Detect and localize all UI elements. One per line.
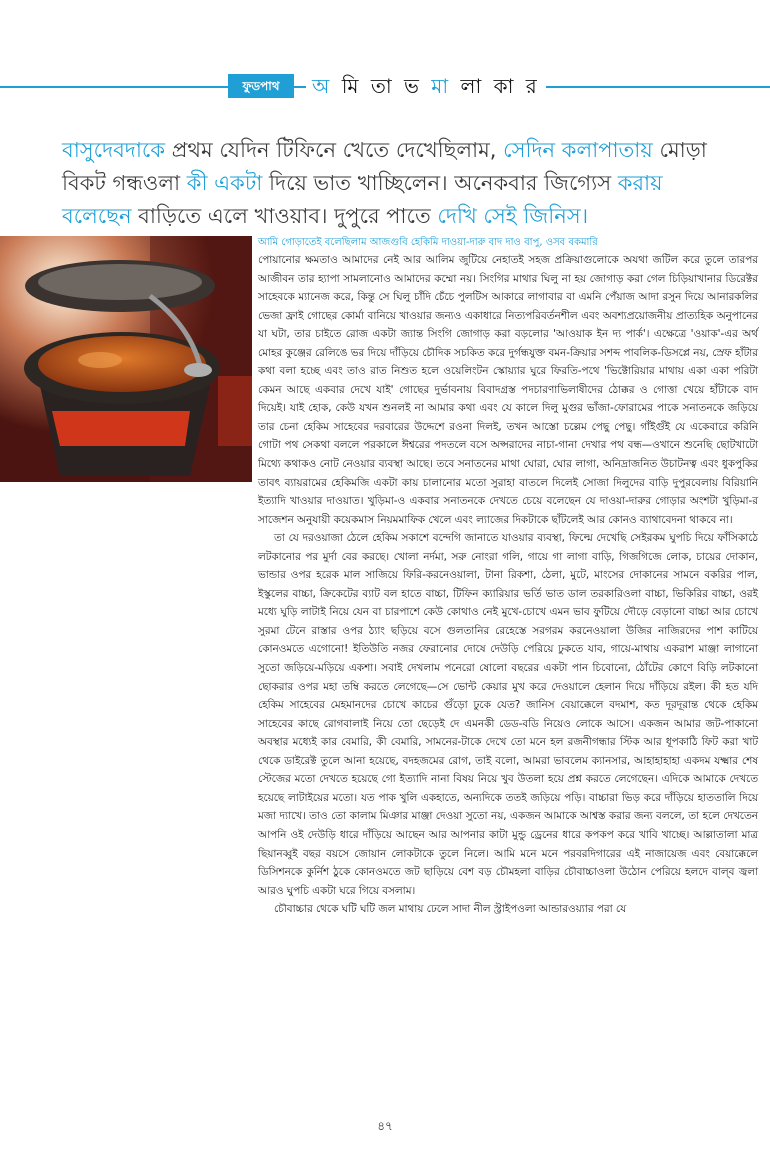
- pull-quote-highlight: কী একটা: [186, 171, 263, 195]
- author-name: [306, 72, 546, 105]
- pull-quote-highlight: করায় বলেছেন: [62, 171, 663, 228]
- pull-quote-text: প্রথম যেদিন টিফিনে খেতে দেখেছিলাম,: [165, 138, 504, 162]
- food-photo: [0, 236, 252, 482]
- author-part-end: লা কা র: [451, 74, 540, 98]
- paragraph: চৌবাচ্চার থেকে ঘটি ঘটি জল মাথায় ঢেলে সাদা নীল স্ট্রাইপওলা আন্ডারওয়্যার পরা যে: [274, 903, 627, 916]
- section-tag: ফুডপাথ: [228, 74, 294, 98]
- pull-quote-text: দিয়ে ভাত খাচ্ছিলেন। অনেকবার জিগ্যেস: [262, 171, 618, 195]
- pull-quote-highlight: সেদিন কলাপাতায়: [503, 138, 653, 162]
- pull-quote-text: মোড়া বিকট গন্ধওলা: [62, 138, 707, 195]
- pull-quote-text: বাড়িতে এলে খাওয়াব। দুপুরে পাতে: [131, 204, 438, 228]
- paragraph: তা যে দরওয়াজা ঠেলে হেকিম সকাশে বন্দেগি জানাতে যাওয়ার ব্যবস্থা, ফিল্মে দেখেছি সেইরকম ঘুপচি দিয়ে ফাঁসিকাঠে লটকানোর পর মুর্দা বের করছে। খোলা নর্দমা, সরু নোংরা গলি, গায়ে গা লাগা বাড়ি, গিজগিজে লোক, চায়ের দোকান, ভান্ডার ওপর হরেক মাল সাজিয়ে ফিরি-করনেওয়ালা, টানা রিকশা, ঠেলা, মুটে, মাংসের দোকানের সামনে বকরির পাল, ইস্কুলের বাচ্চা, ক্রিকেটের ব্যাট বল হাতে বাচ্চা, টিফিন ক্যারিয়ার ভর্তি ভাত ডাল তরকারিওলা বাচ্চা, ভিকিরির বাচ্চা, ওরই মধ্যে ঘুড়ি লাটাই নিয়ে যেন বা চারপাশে কেউ কোথাও নেই মুখে-চোখে এমন ভাব ফুটিয়ে দৌড়ে বেড়ানো বাচ্চা আর চোখে সুরমা টেনে রাস্তার ওপর ঠ্যাং ছড়িয়ে বসে গুলতানির রেহেস্তে সরগরম করনেওয়ালা উজির নাজিরদের পাশ কাটিয়ে কোনওমতে এগোনো! ইতিউতি নজর ফেরানোর দোষে দেউড়ি পেরিয়ে ঢুকতে যাব, গায়ে-মাথায় একরাশ মাঞ্জা লাগানো সুতো জড়িয়ে-মড়িয়ে একশা। সবাই দেখলাম পনেরো ষোলো বছরের একটা পান চিবোনো, ঠোঁটের কোণে বিড়ি লটকানো ছোকরার ওপর মহা তম্বি করতে লেগেছে—সে ভোন্ট কেয়ার মুখ করে দেওয়ালে হেলান দিয়ে দাঁড়িয়ে রইল। কী হত যদি হেকিম সাহেবের মেহমানদের চোখে কাচের গুঁড়ো ঢুকে যেত? জানিস বেয়াক্কেলে বদমাশ, কত দূরদূরান্ত থেকে হেকিম সাহেবের কাছে রোগবালাই নিয়ে তো ছেড়েই দে এমনকী ডেড-বডি নিয়েও লোকে আসে। একজন আমার জট-পাকানো অবস্থার মধ্যেই কার বেমারি, কী বেমারি, সামনের-টাকে দেখে তো মনে হল রজনীগন্ধার স্টিক আর ধূপকাঠি ফিট করা খাট থেকে ডাইরেক্ট তুলে আনা হয়েছে, বদহজমের রোগ, তাই বলো, আমরা ভাবলেম ক্যানসার, আহাহাহাহা একদম যক্ষ্মার শেষ স্টেজের মতো দেখতে হয়েছে গো ইত্যাদি নানা বিষয় নিয়ে খুব উতলা হয়ে প্রশ্ন করতে লেগেছেন। এদিকে আমাকে দেখতে হয়েছে লাটাইয়ের মতো। যত পাক খুলি একহাতে, অন্যদিকে ততই জড়িয়ে পড়ি। বাচ্চারা ভিড় করে দাঁড়িয়ে হাততালি দিয়ে মজা দ্যাখে। তাও তো কালাম মিঞার মাঞ্জা দেওয়া সুতো নয়, একজন আমাকে আশ্বস্ত করার জন্য বললে, তা হলে দেখতেন আপনি ওই দেউড়ি ধারে দাঁড়িয়ে আছেন আর আপনার কাটা মুন্ডু ড্রেনের ধারে কপকপ করে খাবি খাচ্ছে। আল্লাতালা মাত্র ছিয়ানব্বুই বছর বয়সে জোয়ান লোকটাকে তুলে নিলে। আমি মনে মনে পরবরদিগারের এই নাজায়েজ এবং বেয়াক্কেলে ডিসিশনকে কুর্নিশ ঠুকে কোনওমতে জট ছাড়িয়ে বেশ বড় চৌমহলা বাড়ির চৌবাচ্চাওলা উঠোন পেরিয়ে হলদে বাল্‌ব জ্বলা আরও ঘুপচি একটা ঘরে গিয়ে বসলাম।: [258, 532, 758, 897]
- page-number: ৪৭: [377, 1119, 393, 1133]
- author-initial: অ: [312, 74, 333, 98]
- paragraph: পোয়ানোর ক্ষমতাও আমাদের নেই আর আলিম জুটিয়ে নেহাতই সহজ প্রক্রিয়াগুলোকে অযথা জটিল করে তুলে তারপর আজীবন তার হ্যাপা সামলানোও আমাদের কম্মো নয়। সিংগির মাথার ঘিলু না হয় জোগাড় করা গেল চিড়িয়াখানার ডিরেক্টর সাহেবকে ম্যানেজ করে, কিন্তু সে ঘিলু চাঁদি চেঁচে পুলটিস আকারে লাগাবার বা এমনি পেঁয়াজ আদা রসুন দিয়ে আনারকলির ভেজা ফ্রাই গোছের কোর্মা বানিয়ে খাওয়ার জন্যও একাধারে নিত্যপরিবর্তনশীল এবং অবশ্যপ্রয়োজনীয় প্রাত্যহিক অনুপানের যা ঘটা, তার চাইতে রোজ একটা জ্যান্ত সিংগি জোগাড় করা বড়লোর 'আওয়াক ইন দ্য পার্ক'। এক্ষেত্রে 'ওয়াক'-এর অর্থ মোহর কুঞ্জের রেলিঙে ভর দিয়ে দাঁড়িয়ে চৌদিক সচকিত করে দুর্গন্ধযুক্ত বমন-ক্রিয়ার সশব্দ পাবলিক-ডিসপ্লে নয়, স্রেফ হাঁটার কথা বলা হচ্ছে এবং তাও রাত নিশুত হলে ওয়েলিংটন স্কোয়্যার ঘুরে ফিরতি-পথে 'ভিক্টোরিয়ার মাথায় একা একা পরিটা কেমন আছে একবার দেখে যাই' গোছের দুর্ভাবনায় বিবাদগ্রস্ত পদচারণাভিলাষীদের ঠোক্কর ও গোত্তা খেয়ে হাঁটাকে বাদ দিয়েই। যাই হোক, কেউ যখন শুনলই না আমার কথা এবং যে কালে দিলু মুগুর ভাঁজা-ফোরামের পাকে সনাতনকে জড়িয়ে তার চেনা হেকিম সাহেবের দরবারের উদ্দেশে রওনা দিলই, তখন আস্তো চল্লেম পেছু পেছু। গাঁইগুঁই যে একেবারে করিনি গোটা পথ সেকথা বললে পরকালে ঈশ্বরের পদতলে বসে অপ্সরাদের নাচা-গানা দেখার পথ বন্ধ—ওখানে শুনেছি ছোটখাটো মিথ্যে কথাকও নোট নেওয়ার ব্যবস্থা আছে। তবে সনাতনের মাথা ঘোরা, ঘোর লাগা, অনিদ্রাজনিত উচাটনত্ব এবং ধুকপুকির তাবৎ ব্যায়রামের হেকিমজি একটা কায় চালানোর মতো সুরাহা বাতলে দিলেই সোজা দিলুদের বাড়ি দুপুরবেলায় বিরিয়ানি ইত্যাদি খাওয়ার দাওয়াত। খুড়িমা-ও একবার সনাতনকে দেখতে চেয়ে বলেছেন যে দাওয়া-দারুর গোড়ার অংশটা খুড়িমা-র সাজেশন অনুযায়ী কয়েকমাস নিয়মমাফিক খেলে এবং ল্যাজের দিকটাকে ছাঁটলেই আর কোনও ব্যাথাবেদনা থাকবে না।: [258, 254, 758, 526]
- author-part-accent: মা: [431, 74, 452, 98]
- article-body: [258, 251, 758, 919]
- pull-quote-highlight: দেখি সেই জিনিস।: [437, 204, 589, 228]
- author-part: মি তা ভ: [341, 74, 432, 98]
- pull-quote: [62, 134, 732, 233]
- lead-line: আমি গোড়াতেই বলেছিলাম আজগুবি হেকিমি দাওয়া-দারু বাদ দাও বাপু, ওসব বকমারি: [258, 237, 598, 248]
- pull-quote-highlight: বাসুদেবদাকে: [62, 138, 166, 162]
